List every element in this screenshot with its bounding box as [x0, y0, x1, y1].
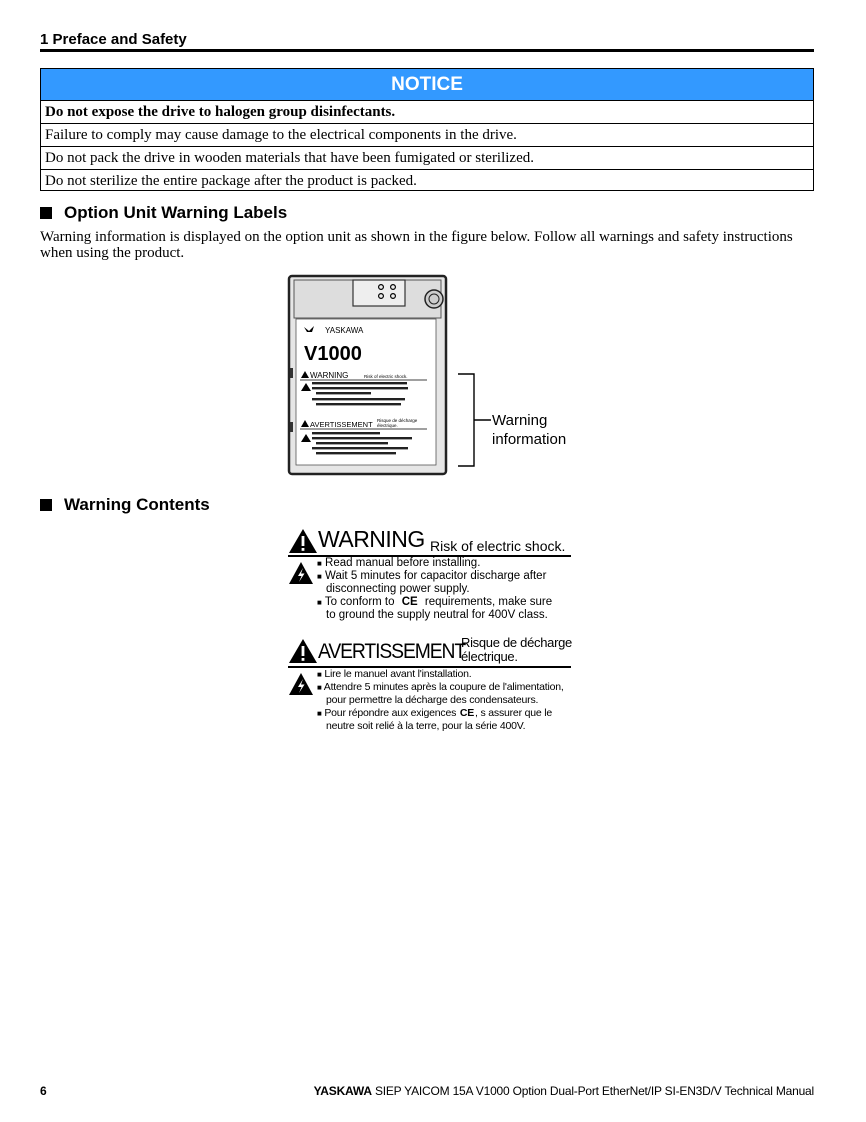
list-item: ■ Read manual before installing. [317, 557, 481, 569]
header-rule [40, 49, 814, 52]
svg-text:Risque de décharge: Risque de décharge [377, 418, 418, 423]
notice-line: Failure to comply may cause damage to the electrical components in the drive. [41, 124, 813, 147]
warning-en-block [288, 528, 578, 628]
notice-title: NOTICE [41, 69, 813, 101]
notice-line: Do not expose the drive to halogen group disinfectants. [41, 101, 813, 124]
square-bullet-icon [40, 499, 52, 511]
warning-triangle-icon [288, 638, 318, 664]
warning-heading: WARNING [318, 526, 425, 552]
svg-text:électrique.: électrique. [377, 423, 398, 428]
heading-warning-contents [40, 495, 210, 515]
electric-shock-icon [288, 561, 314, 585]
notice-box [40, 68, 814, 191]
warning-triangle-icon [288, 528, 318, 554]
notice-line: Do not sterilize the entire package after the product is packed. [45, 173, 417, 189]
svg-text:Risk of electric shock.: Risk of electric shock. [364, 374, 408, 379]
connector-port [353, 280, 405, 306]
list-item-cont: disconnecting power supply. [326, 583, 470, 595]
footer-brand: YASKAWA [313, 1084, 372, 1098]
electric-shock-icon [288, 672, 314, 696]
warning-en-list [317, 557, 587, 622]
figure-brand: YASKAWA [325, 326, 364, 335]
callout-bracket [455, 372, 495, 468]
footer-manual: SIEP YAICOM 15A V1000 Option Dual-Port EtherNet/IP SI-EN3D/V Technical Manual [374, 1084, 814, 1098]
warning-fr-block [288, 636, 588, 736]
list-item: ■ Attendre 5 minutes après la coupure de l'alimentation, [317, 681, 564, 693]
svg-text:AVERTISSEMENT: AVERTISSEMENT [310, 420, 373, 429]
footer-manual-title [314, 1084, 814, 1098]
svg-text:WARNING: WARNING [310, 371, 349, 380]
page-number: 6 [40, 1084, 47, 1098]
avertissement-heading: AVERTISSEMENT [318, 640, 466, 663]
heading-text: Option Unit Warning Labels [64, 203, 288, 222]
knob-icon [425, 290, 443, 308]
warning-subheading: Risk of electric shock. [430, 538, 566, 554]
ce-mark-icon: CE [459, 707, 475, 719]
section-header: 1 Preface and Safety [40, 31, 187, 48]
heading-option-unit-labels [40, 203, 287, 223]
notice-line: Do not pack the drive in wooden materials that have been fumigated or sterilized. [41, 147, 813, 170]
callout-line: information [492, 431, 567, 448]
square-bullet-icon [40, 207, 52, 219]
heading-text: Warning Contents [64, 495, 210, 514]
warning-fr-list [317, 668, 597, 733]
list-item-cont: pour permettre la décharge des condensateurs. [326, 694, 539, 706]
ce-mark-icon: CE [401, 596, 418, 608]
list-item-cont: to ground the supply neutral for 400V class. [326, 609, 548, 621]
figure-model: V1000 [304, 343, 362, 365]
list-item-cont: neutre soit relié à la terre, pour la série 400V. [326, 720, 526, 732]
list-item: ■ To conform to CE requirements, make sure [317, 596, 553, 608]
list-item: ■ Lire le manuel avant l'installation. [317, 668, 472, 680]
list-item: ■ Wait 5 minutes for capacitor discharge after [317, 570, 547, 582]
callout-label [492, 411, 566, 449]
intro-paragraph: Warning information is displayed on the option unit as shown in the figure below. Follow all warnings and safety instructions when using the product. [40, 229, 793, 261]
callout-line: Warning [492, 412, 548, 429]
list-item: ■ Pour répondre aux exigences CE, s assurer que le [317, 707, 552, 719]
avertissement-subheading: Risque de décharge électrique. [461, 635, 572, 664]
